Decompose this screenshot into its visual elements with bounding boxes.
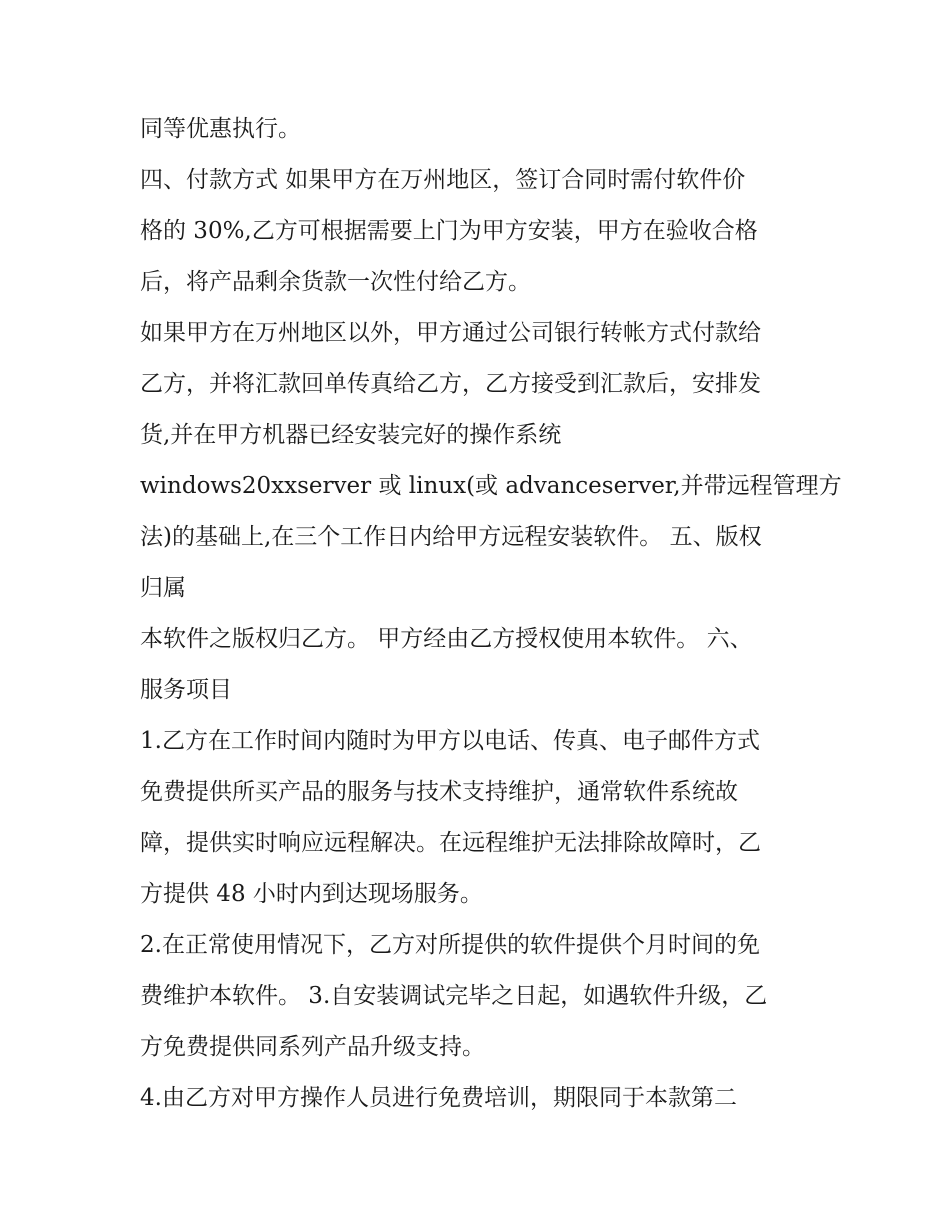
text-line: 归属 bbox=[140, 575, 186, 601]
text-line: 同等优惠执行。 bbox=[140, 116, 301, 142]
text-line: 1.乙方在工作时间内随时为甲方以电话、传真、电子邮件方式 bbox=[140, 728, 760, 754]
text-line: 费维护本软件。 3.自安装调试完毕之日起，如遇软件升级，乙 bbox=[140, 983, 768, 1009]
text-line: 障，提供实时响应远程解决。在远程维护无法排除故障时，乙 bbox=[140, 830, 761, 856]
text-line: 4.由乙方对甲方操作人员进行免费培训，期限同于本款第二 bbox=[140, 1085, 737, 1111]
text-line: 乙方，并将汇款回单传真给乙方，乙方接受到汇款后，安排发 bbox=[140, 371, 761, 397]
text-line: 格的 30%,乙方可根据需要上门为甲方安装，甲方在验收合格 bbox=[140, 218, 758, 244]
text-line: 货,并在甲方机器已经安装完好的操作系统 bbox=[140, 422, 562, 448]
text-line: 方免费提供同系列产品升级支持。 bbox=[140, 1034, 485, 1060]
text-line: 2.在正常使用情况下，乙方对所提供的软件提供个月时间的免 bbox=[140, 932, 760, 958]
text-line: 四、付款方式 如果甲方在万州地区，签订合同时需付软件价 bbox=[140, 167, 746, 193]
document-body bbox=[140, 104, 842, 1124]
text-line: 服务项目 bbox=[140, 677, 232, 703]
text-line: 方提供 48 小时内到达现场服务。 bbox=[140, 881, 483, 907]
text-line: windows20xxserver 或 linux(或 advanceserver,并带远程管理方 bbox=[140, 473, 842, 499]
text-line: 如果甲方在万州地区以外，甲方通过公司银行转帐方式付款给 bbox=[140, 320, 761, 346]
text-line: 后，将产品剩余货款一次性付给乙方。 bbox=[140, 269, 531, 295]
text-line: 免费提供所买产品的服务与技术支持维护，通常软件系统故 bbox=[140, 779, 738, 805]
text-line: 法)的基础上,在三个工作日内给甲方远程安装软件。 五、版权 bbox=[140, 524, 762, 550]
text-line: 本软件之版权归乙方。 甲方经由乙方授权使用本软件。 六、 bbox=[140, 626, 753, 652]
